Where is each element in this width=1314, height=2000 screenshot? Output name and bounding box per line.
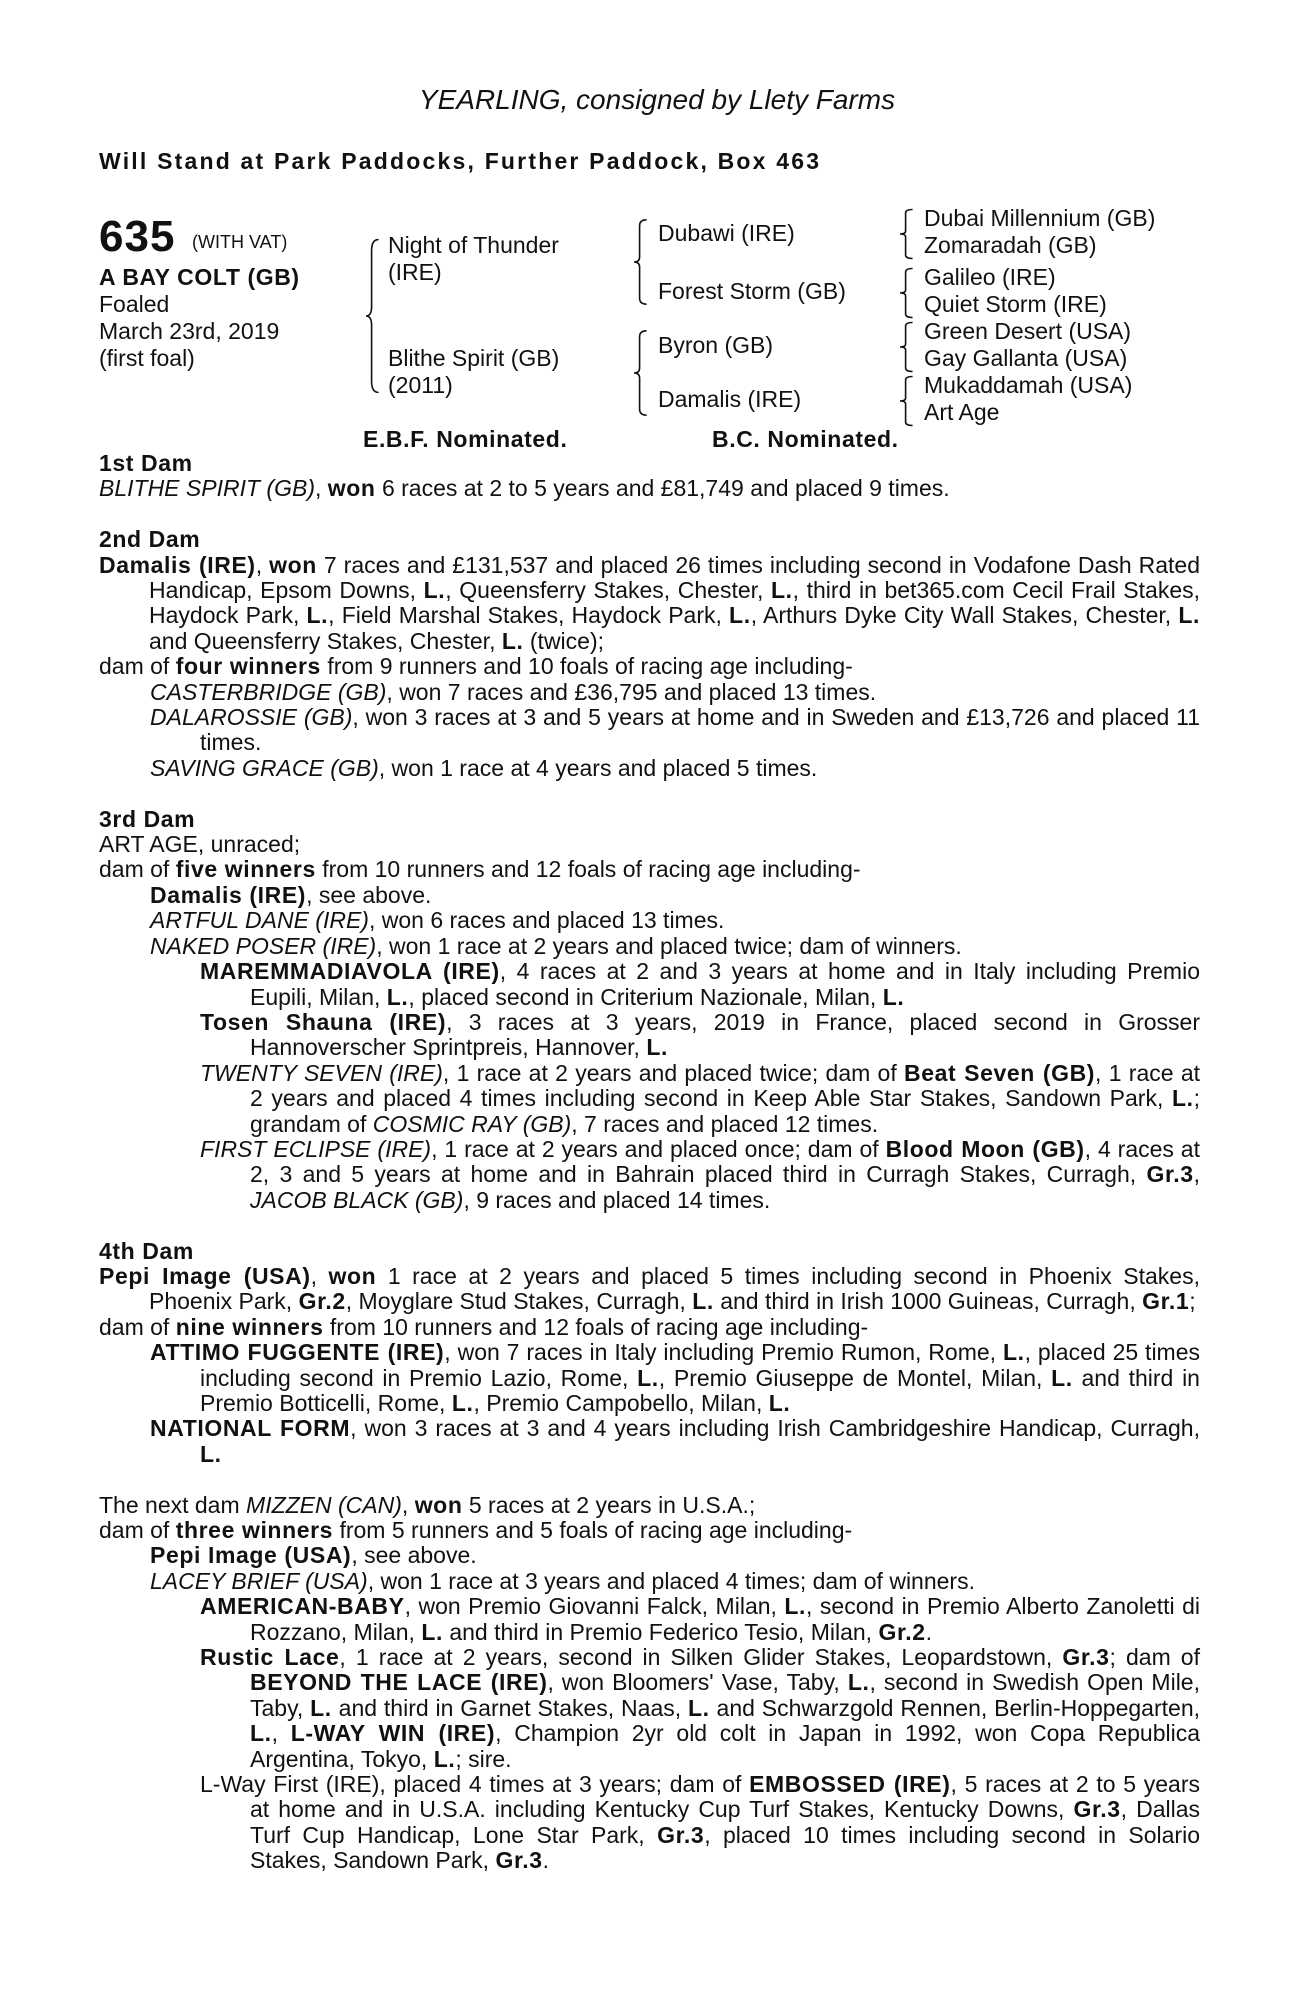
text: and Queensferry Stakes, Chester, — [149, 627, 502, 654]
text: , placed 10 times including second in Solario Stakes, Sandown Park, — [250, 1821, 1200, 1874]
text: , Arthurs Dyke City Wall Stakes, Chester, — [750, 602, 1179, 629]
bold-text: L. — [646, 1034, 668, 1061]
bold-text: won — [328, 1262, 377, 1289]
great-grandparent: Dubai Millennium (GB) — [924, 205, 1156, 231]
bold-text: EMBOSSED (IRE) — [749, 1771, 951, 1798]
text: , 1 race at 2 years, second in Silken Glider Stakes, Leopardstown, — [339, 1644, 1063, 1671]
bold-text: L. — [1171, 1085, 1194, 1112]
pedigree-entry — [99, 553, 1200, 655]
bold-text: L. — [310, 1694, 332, 1721]
pedigree-entry — [99, 908, 1200, 933]
pedigree-entry — [99, 1569, 1200, 1594]
pedigree-entry — [99, 1010, 1200, 1061]
pedigree-entry — [99, 1543, 1200, 1568]
pedigree-entry — [99, 1645, 1200, 1772]
vat-note: (WITH VAT) — [192, 232, 288, 252]
text: , won 7 races in Italy including Premio Rumon, Rome, — [444, 1339, 1003, 1366]
text: 1 race at 2 years and placed 5 times including second in Phoenix Stakes, Phoenix Park, — [149, 1262, 1200, 1315]
bold-text: Tosen Shauna (IRE) — [200, 1008, 447, 1035]
bold-text: BEYOND THE LACE (IRE) — [250, 1669, 548, 1696]
bold-text: L. — [847, 1669, 870, 1696]
text: , placed second in Criterium Nazionale, Milan, — [408, 983, 883, 1010]
great-grandparent: Green Desert (USA) — [924, 318, 1132, 344]
text: , won 1 race at 3 years and placed 4 times; dam of winners. — [367, 1567, 975, 1594]
bold-text: Rustic Lace — [200, 1644, 340, 1671]
text: , 4 races at 2, 3 and 5 years at home and in Bahrain placed third in Curragh Stakes, Curragh, — [250, 1135, 1200, 1188]
text: , — [271, 1720, 291, 1747]
dam-year: (2011) — [388, 372, 453, 398]
text: and Schwarzgold Rennen, Berlin-Hoppegarten, — [709, 1694, 1200, 1721]
pedigree-entry — [99, 705, 1200, 756]
text: 5 races at 2 years in U.S.A.; — [462, 1491, 756, 1518]
text: , — [1193, 1161, 1200, 1188]
bold-text: L. — [501, 627, 524, 654]
lot-name: A BAY COLT (GB) — [99, 264, 300, 290]
pedigree-entry — [99, 1061, 1200, 1137]
text: (twice); — [523, 627, 604, 654]
text: , won 3 races at 3 and 5 years at home and in Sweden and £13,726 and placed 11 times. — [200, 704, 1201, 756]
bold-text: L. — [421, 1618, 443, 1645]
text: , Dallas Turf Cup Handicap, Lone Star Park, — [250, 1796, 1200, 1848]
bold-text: L. — [882, 983, 905, 1010]
bold-text: Gr.3 — [1146, 1161, 1194, 1188]
grandsire-sire: Dubawi (IRE) — [658, 220, 795, 246]
sire-name: Night of Thunder — [388, 232, 559, 258]
text: , won Bloomers' Vase, Taby, — [547, 1669, 848, 1696]
text: , won 3 races at 3 and 4 years including Irish Cambridgeshire Handicap, Curragh, — [350, 1415, 1200, 1442]
pedigree-entry — [99, 857, 1200, 882]
text: dam of — [99, 1313, 176, 1340]
dam-section — [99, 807, 1200, 1214]
italic-text: FIRST ECLIPSE (IRE) — [200, 1135, 432, 1162]
text: , Premio Campobello, Milan, — [473, 1389, 769, 1416]
italic-text: JACOB BLACK (GB) — [250, 1186, 464, 1213]
pedigree-brace — [634, 219, 648, 305]
text: , 3 races at 3 years, 2019 in France, placed second in Grosser Hannoverscher Sprintpreis, Hannover, — [250, 1008, 1200, 1061]
granddam-dam: Damalis (IRE) — [658, 386, 802, 412]
pedigree-entry — [99, 832, 1200, 857]
section-heading: 3rd Dam — [99, 805, 196, 832]
bold-text: L. — [784, 1593, 807, 1620]
bold-text: Gr.3 — [1073, 1796, 1121, 1823]
text: , 1 race at 2 years and placed twice; dam of — [442, 1059, 905, 1086]
bold-text: Beat Seven (GB) — [904, 1059, 1096, 1086]
italic-text: NAKED POSER (IRE) — [150, 932, 377, 959]
bold-text: L. — [637, 1364, 659, 1391]
text: , 1 race at 2 years and placed once; dam of — [431, 1135, 886, 1162]
text: , — [314, 475, 328, 502]
italic-text: DALAROSSIE (GB) — [150, 704, 353, 731]
dam-section — [99, 451, 1200, 502]
text: , 9 races and placed 14 times. — [463, 1186, 771, 1213]
text: , — [255, 551, 270, 578]
text: dam of — [99, 653, 176, 680]
text: , won 1 race at 4 years and placed 5 times. — [378, 754, 818, 781]
text: 7 races and £131,537 and placed 26 times including second in Vodafone Dash Rated Handicap, Epsom Downs, — [149, 551, 1200, 604]
granddam-sire: Forest Storm (GB) — [658, 278, 846, 304]
text: , placed 25 times including second in Premio Lazio, Rome, — [200, 1339, 1201, 1391]
text: , won 7 races and £36,795 and placed 13 times. — [386, 678, 877, 705]
bold-text: won — [327, 475, 376, 502]
bc-nomination: B.C. Nominated. — [712, 426, 899, 452]
bold-text: Damalis (IRE) — [150, 881, 307, 908]
pedigree-entry — [99, 756, 1200, 781]
text: , see above. — [351, 1542, 477, 1569]
pedigree-entry — [99, 1315, 1200, 1340]
pedigree-entry — [99, 959, 1200, 1010]
page-title: YEARLING, consigned by Llety Farms — [418, 84, 896, 115]
text: The next dam — [99, 1491, 247, 1518]
text: and third in Irish 1000 Guineas, Curragh, — [713, 1288, 1143, 1315]
text: ART AGE, unraced; — [99, 831, 301, 858]
bold-text: L. — [306, 602, 329, 629]
bold-text: won — [414, 1491, 463, 1518]
bold-text: Blood Moon (GB) — [885, 1135, 1085, 1162]
bold-text: L. — [423, 577, 446, 604]
text: , Premio Giuseppe de Montel, Milan, — [658, 1364, 1052, 1391]
bold-text: L. — [1051, 1364, 1073, 1391]
great-grandparent: Zomaradah (GB) — [924, 232, 1097, 258]
bold-text: Gr.2 — [878, 1618, 926, 1645]
pedigree-entry — [99, 1340, 1200, 1416]
pedigree-brace — [366, 238, 380, 394]
pedigree-entry — [99, 883, 1200, 908]
bold-text: L. — [729, 602, 751, 629]
text: , Queensferry Stakes, Chester, — [445, 577, 771, 604]
great-grandparent: Quiet Storm (IRE) — [924, 291, 1107, 317]
great-grandparent: Art Age — [924, 399, 1000, 425]
pedigree-entry — [99, 934, 1200, 959]
section-heading: 4th Dam — [99, 1237, 194, 1264]
text: . — [925, 1618, 932, 1645]
text: , see above. — [306, 881, 432, 908]
text: , won 1 race at 2 years and placed twice; dam of winners. — [376, 932, 962, 959]
text: and third in Premio Botticelli, Rome, — [200, 1364, 1200, 1416]
bold-text: L. — [1002, 1339, 1025, 1366]
text: dam of — [99, 856, 176, 883]
italic-text: MIZZEN (CAN) — [246, 1491, 402, 1518]
italic-text: CASTERBRIDGE (GB) — [150, 678, 387, 705]
bold-text: L. — [200, 1440, 222, 1467]
pedigree-brace — [900, 268, 914, 318]
dam-section — [99, 1493, 1200, 1874]
pedigree-entry — [99, 1594, 1200, 1645]
bold-text: L. — [433, 1745, 456, 1772]
bold-text: L. — [688, 1694, 710, 1721]
text: and third in Premio Federico Tesio, Milan, — [442, 1618, 879, 1645]
bold-text: L. — [386, 983, 409, 1010]
ebf-nomination: E.B.F. Nominated. — [363, 426, 568, 452]
lot-number: 635 — [99, 212, 176, 261]
bold-text: L. — [771, 577, 793, 604]
text: dam of — [99, 1517, 176, 1543]
bold-text: L. — [250, 1720, 272, 1747]
text: from 5 runners and 5 foals of racing age including- — [333, 1517, 853, 1543]
text: L-Way First (IRE), placed 4 times at 3 years; dam of — [200, 1771, 750, 1798]
text: , Champion 2yr old colt in Japan in 1992, won Copa Republica Argentina, Tokyo, — [250, 1720, 1201, 1772]
bold-text: L. — [692, 1288, 714, 1315]
text: 6 races at 2 to 5 years and £81,749 and placed 9 times. — [375, 475, 950, 502]
bold-text: nine winners — [175, 1313, 324, 1340]
pedigree-brace — [900, 209, 914, 259]
stand-location: Will Stand at Park Paddocks, Further Paddock, Box 463 — [99, 148, 822, 174]
text: and third in Garnet Stakes, Naas, — [331, 1694, 689, 1721]
foaled-label: Foaled — [99, 291, 170, 317]
text: , 7 races and placed 12 times. — [571, 1110, 879, 1137]
text: . — [542, 1847, 550, 1874]
bold-text: Gr.3 — [657, 1821, 705, 1848]
pedigree-entry — [99, 1518, 1200, 1543]
text: ; sire. — [455, 1745, 512, 1772]
text: , third in bet365.com Cecil Frail Stakes, Haydock Park, — [149, 577, 1201, 629]
bold-text: L. — [451, 1389, 474, 1416]
bold-text: Gr.1 — [1142, 1288, 1190, 1315]
dam-section — [99, 527, 1200, 781]
pedigree-entry — [99, 680, 1200, 705]
bold-text: L-WAY WIN (IRE) — [290, 1720, 496, 1747]
bold-text: Gr.3 — [1062, 1644, 1110, 1671]
bold-text: L. — [768, 1389, 791, 1416]
bold-text: Damalis (IRE) — [99, 551, 256, 578]
text: ; dam of — [1109, 1644, 1200, 1671]
pedigree-entry — [99, 1772, 1200, 1874]
text: from 10 runners and 12 foals of racing age including- — [315, 856, 861, 883]
pedigree-entry — [99, 654, 1200, 679]
bold-text: four winners — [175, 653, 321, 680]
section-heading: 1st Dam — [99, 450, 193, 476]
dam-line-body — [99, 451, 1200, 1899]
text: , Field Marshal Stakes, Haydock Park, — [328, 602, 730, 629]
dam-name: Blithe Spirit (GB) — [388, 345, 560, 371]
text: , second in Swedish Open Mile, Taby, — [250, 1669, 1200, 1721]
great-grandparent: Mukaddamah (USA) — [924, 372, 1133, 398]
pedigree-brace — [900, 322, 914, 372]
text: ; grandam of — [250, 1085, 1200, 1137]
pedigree-entry — [99, 1416, 1200, 1467]
italic-text: LACEY BRIEF (USA) — [150, 1567, 368, 1594]
pedigree-entry — [99, 1493, 1200, 1518]
bold-text: Pepi Image (USA) — [99, 1262, 311, 1289]
bold-text: NATIONAL FORM — [150, 1415, 351, 1442]
bold-text: Gr.3 — [495, 1847, 543, 1874]
pedigree-entry — [99, 1137, 1200, 1213]
sire-origin: (IRE) — [388, 259, 442, 285]
grandsire-dam: Byron (GB) — [658, 332, 774, 358]
text: from 10 runners and 12 foals of racing age including- — [323, 1313, 869, 1340]
text: , 1 race at 2 years and placed 4 times including second in Keep Able Star Stakes, Sandown Park, — [250, 1059, 1201, 1112]
pedigree-brace — [634, 330, 648, 416]
text: , — [401, 1491, 415, 1518]
dam-section — [99, 1239, 1200, 1468]
foaled-date: March 23rd, 2019 — [99, 318, 280, 344]
bold-text: Gr.2 — [298, 1288, 346, 1315]
text: , second in Premio Alberto Zanoletti di Rozzano, Milan, — [250, 1593, 1200, 1645]
text: , won Premio Giovanni Falck, Milan, — [404, 1593, 785, 1620]
bold-text: won — [269, 551, 317, 578]
italic-text: ARTFUL DANE (IRE) — [150, 907, 369, 934]
bold-text: AMERICAN-BABY — [200, 1593, 405, 1620]
great-grandparent: Galileo (IRE) — [924, 264, 1056, 290]
text: , 5 races at 2 to 5 years at home and in U.S.A. including Kentucky Cup Turf Stakes, Kentucky Downs, — [250, 1771, 1200, 1823]
italic-text: COSMIC RAY (GB) — [372, 1110, 572, 1137]
text: from 9 runners and 10 foals of racing age including- — [320, 653, 853, 680]
bold-text: L. — [1178, 602, 1200, 629]
bold-text: Pepi Image (USA) — [150, 1542, 352, 1569]
text: , 4 races at 2 and 3 years at home and in Italy including Premio Eupili, Milan, — [250, 958, 1200, 1010]
great-grandparent: Gay Gallanta (USA) — [924, 345, 1128, 371]
text: , — [310, 1262, 329, 1289]
text: , Moyglare Stud Stakes, Curragh, — [345, 1288, 693, 1315]
bold-text: three winners — [175, 1517, 334, 1543]
section-heading: 2nd Dam — [99, 526, 201, 553]
pedigree-entry — [99, 1264, 1200, 1315]
pedigree-brace — [900, 376, 914, 426]
bold-text: ATTIMO FUGGENTE (IRE) — [150, 1339, 445, 1366]
text: , won 6 races and placed 13 times. — [368, 907, 725, 934]
foal-note: (first foal) — [99, 345, 195, 371]
text: ; — [1189, 1288, 1196, 1315]
italic-text: TWENTY SEVEN (IRE) — [200, 1059, 443, 1086]
bold-text: MAREMMADIAVOLA (IRE) — [200, 958, 500, 985]
italic-text: BLITHE SPIRIT (GB) — [99, 475, 315, 502]
bold-text: five winners — [175, 856, 316, 883]
pedigree-entry — [99, 476, 1200, 501]
italic-text: SAVING GRACE (GB) — [150, 754, 379, 781]
